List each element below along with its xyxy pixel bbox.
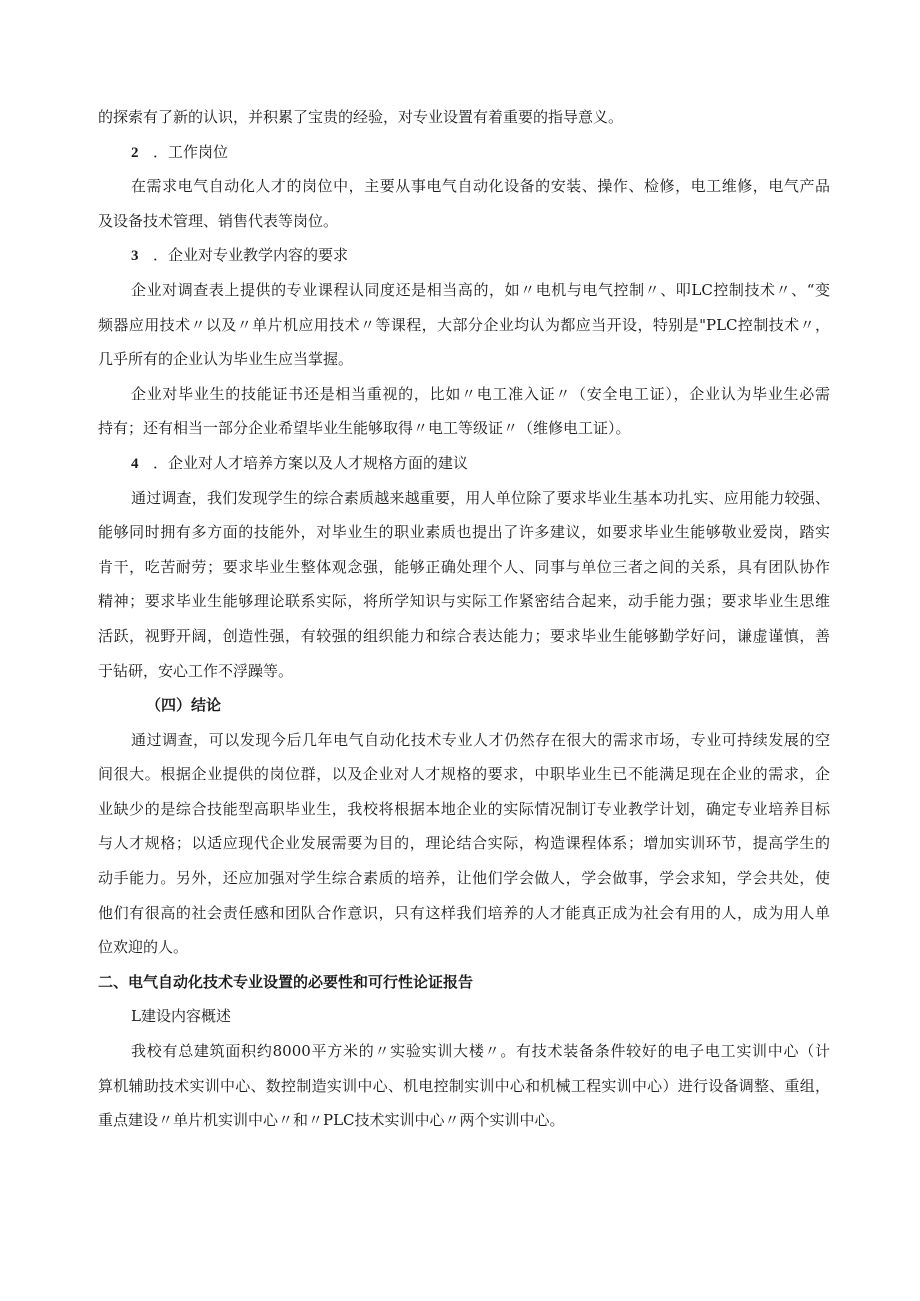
paragraph-line: 精神；要求毕业生能够理论联系实际，将所学知识与实际工作紧密结合起来，动手能力强；要求毕业生思维 — [98, 592, 830, 611]
paragraph-line: 业缺少的是综合技能型高职毕业生，我校将根据本地企业的实际情况制订专业教学计划，确定专业培养目标 — [98, 799, 830, 818]
heading-number: 3 — [131, 248, 139, 265]
paragraph-line: 及设备技术管理、销售代表等岗位。 — [98, 211, 339, 230]
document-page — [98, 100, 830, 1138]
paragraph-line: 算机辅助技术实训中心、数控制造实训中心、机电控制实训中心和机械工程实训中心）进行设备调整、重组， — [98, 1076, 830, 1095]
paragraph-line: 重点建设〃单片机实训中心〃和〃PLC技术实训中心〃两个实训中心。 — [98, 1111, 565, 1130]
paragraph-line: 企业对毕业生的技能证书还是相当重视的，比如〃电工准入证〃（安全电工证），企业认为毕业生必需 — [131, 384, 830, 403]
heading-text: ．企业对专业教学内容的要求 — [153, 246, 349, 265]
paragraph-line: 于钻研，安心工作不浮躁等。 — [98, 661, 294, 680]
paragraph-line: 通过调查，可以发现今后几年电气自动化技术专业人才仍然存在很大的需求市场，专业可持续发展的空 — [131, 730, 830, 749]
heading-talent-suggestions — [98, 446, 830, 481]
heading-text: ．企业对人才培养方案以及人才规格方面的建议 — [153, 453, 469, 472]
heading-work-positions — [98, 135, 830, 170]
heading-teaching-content — [98, 238, 830, 273]
paragraph-line: 肯干，吃苦耐劳；要求毕业生整体观念强，能够正确处理个人、同事与单位三者之间的关系，具有团队协作 — [98, 557, 830, 576]
heading-number: 4 — [131, 455, 139, 472]
paragraph-line: 间很大。根据企业提供的岗位群，以及企业对人才规格的要求，中职毕业生已不能满足现在企业的需求，企 — [98, 765, 830, 784]
heading-number: 2 — [131, 144, 139, 161]
paragraph-line: 持有；还有相当一部分企业希望毕业生能够取得〃电工等级证〃（维修电工证）。 — [98, 419, 631, 438]
heading-text: ．工作岗位 — [153, 142, 229, 161]
paragraph-line: 与人才规格；以适应现代企业发展需要为目的，理论结合实际，构造课程体系；增加实训环节，提高学生的 — [98, 834, 830, 853]
paragraph-line: 通过调查，我们发现学生的综合素质越来越重要，用人单位除了要求毕业生基本功扎实、应用能力较强、 — [131, 488, 830, 507]
paragraph-line: 几乎所有的企业认为毕业生应当掌握。 — [98, 350, 354, 369]
paragraph-line: 频器应用技术〃以及〃单片机应用技术〃等课程，大部分企业均认为都应当开设，特别是"PLC控制技术〃， — [98, 315, 830, 334]
paragraph-line: 活跃，视野开阔，创造性强，有较强的组织能力和综合表达能力；要求毕业生能够勤学好问，谦虚谨慎，善 — [98, 626, 830, 645]
section-heading-conclusion: （四）结论 — [146, 696, 222, 715]
paragraph-line: 能够同时拥有多方面的技能外，对毕业生的职业素质也提出了许多建议，如要求毕业生能够敬业爱岗，踏实 — [98, 523, 830, 542]
paragraph-line: 动手能力。另外，还应加强对学生综合素质的培养，让他们学会做人，学会做事，学会求知，学会共处，使 — [98, 869, 830, 888]
paragraph-line: 企业对调查表上提供的专业课程认同度还是相当高的，如〃电机与电气控制〃、叩LC控制技术〃、“变 — [131, 280, 830, 299]
paragraph-line: 他们有很高的社会责任感和团队合作意识，只有这样我们培养的人才能真正成为社会有用的人，成为用人单 — [98, 903, 830, 922]
paragraph-line: 位欢迎的人。 — [98, 938, 189, 957]
chapter-heading: 二、电气自动化技术专业设置的必要性和可行性论证报告 — [98, 972, 474, 991]
paragraph-line: 我校有总建筑面积约8000平方米的〃实验实训大楼〃。有技术装备条件较好的电子电工实训中心（计 — [131, 1042, 830, 1061]
paragraph-line: 的探索有了新的认识，并积累了宝贵的经验，对专业设置有着重要的指导意义。 — [98, 108, 624, 126]
paragraph-line: 在需求电气自动化人才的岗位中，主要从事电气自动化设备的安装、操作、检修，电工维修，电气产品 — [131, 177, 830, 196]
subheading-construction: L建设内容概述 — [131, 1007, 231, 1026]
